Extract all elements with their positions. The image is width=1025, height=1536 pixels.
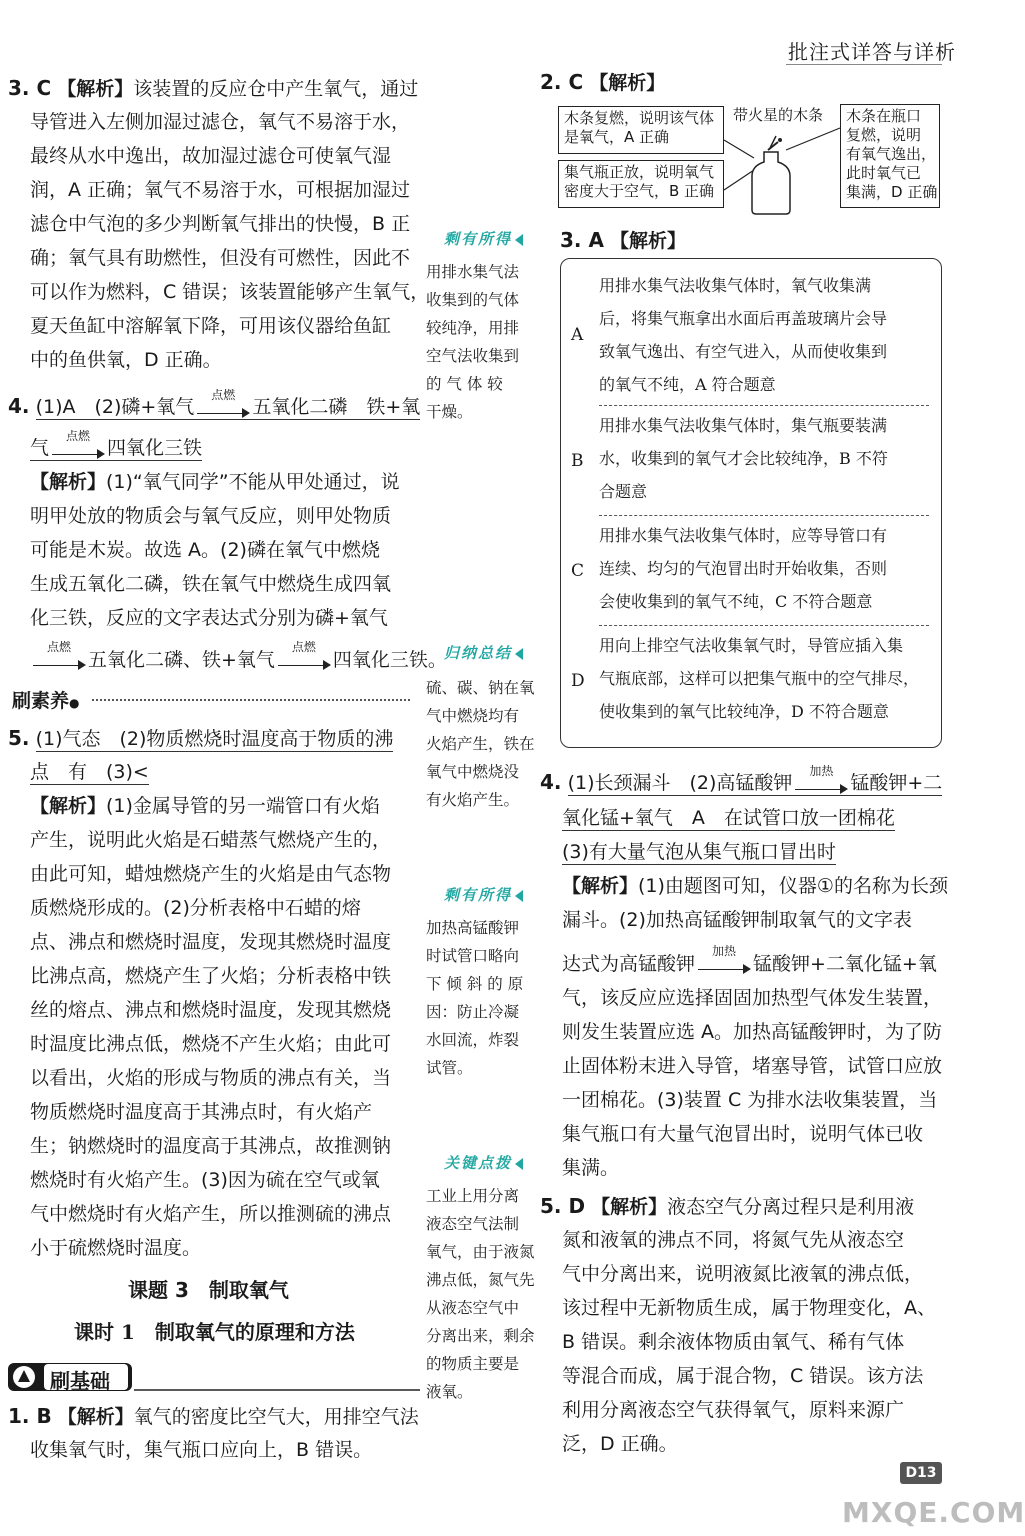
q4-analysis-tag: 【解析】 bbox=[30, 471, 107, 493]
page-number-badge: D13 bbox=[900, 1462, 942, 1484]
q5-line-3: 质燃烧形成的。(2)分析表格中石蜡的熔 bbox=[30, 897, 361, 919]
right-q4-line-8: 集气瓶口有大量气泡冒出时，说明气体已收 bbox=[562, 1123, 924, 1145]
right-q2-analysis-tag: 【解析】 bbox=[589, 72, 666, 94]
right-q2-heading bbox=[540, 70, 665, 95]
q5-line-6: 丝的熔点、沸点和燃烧时温度，发现其燃烧 bbox=[30, 999, 392, 1021]
reaction-arrow-icon: 加热 bbox=[695, 954, 753, 976]
right-q5-number: 5. D bbox=[540, 1194, 586, 1218]
right-q4-number: 4. bbox=[540, 770, 562, 794]
note-3-body: 加热高锰酸钾 时试管口略向 下 倾 斜 的 原 因：防止冷凝 水回流，炸裂 试管。 bbox=[426, 919, 524, 1077]
q5-answer-1: (1)气态 (2)物质燃烧时温度高于物质的沸 bbox=[35, 728, 394, 750]
q3-line-0: 该装置的反应仓中产生氧气，通过 bbox=[133, 78, 419, 100]
q5-analysis-line-0: 【解析】(1)金属导管的另一端管口有火焰 bbox=[30, 795, 380, 817]
right-q5-line-1: 氮和液氧的沸点不同，将氮气先从液态空 bbox=[562, 1229, 905, 1251]
note-4-heading: 关键点拨 bbox=[444, 1152, 523, 1173]
q4-analysis-line-4: 化三铁，反应的文字表达式分别为磷+氧气 bbox=[30, 607, 388, 629]
section-title-practice: 刷素养● bbox=[12, 690, 80, 712]
q4-answer-line-2 bbox=[30, 429, 203, 461]
q4-analysis-line-1: 明甲处放的物质会与氧气反应，则甲处物质 bbox=[30, 505, 392, 527]
q5-analysis-tag: 【解析】 bbox=[30, 795, 107, 817]
right-q3-heading bbox=[560, 228, 686, 253]
q4-analysis-line-0: 【解析】(1)“氧气同学”不能从甲处通过，说 bbox=[30, 471, 400, 493]
lesson-title: 课时 1 制取氧气的原理和方法 bbox=[74, 1320, 355, 1344]
right-q4-line-4: 气，该反应应选择固固加热型气体发生装置， bbox=[562, 987, 943, 1009]
q3-line-5: 确；氧气具有助燃性，但没有可燃性，因此不 bbox=[30, 247, 411, 269]
reaction-arrow-icon bbox=[194, 388, 252, 420]
q4-analysis-line-5: 点燃 五氧化二磷、铁+氧气 点燃 四氧化三铁。 bbox=[30, 648, 447, 672]
q3-line-2: 最终从水中逸出，故加湿过滤仓可使氧气湿 bbox=[30, 145, 392, 167]
q4-number: 4. bbox=[8, 394, 30, 418]
q5-line-11: 燃烧时有火焰产生。(3)因为硫在空气或氧 bbox=[30, 1169, 380, 1191]
q3-analysis-tag: 【解析】 bbox=[57, 78, 134, 100]
right-q3-analysis-tag: 【解析】 bbox=[610, 230, 687, 252]
q4-analysis-line-3: 生成五氧化二磷，铁在氧气中燃烧生成四氧 bbox=[30, 573, 392, 595]
diagram-box-relight: 木条复燃，说明该气体 是氧气，A 正确 bbox=[558, 106, 724, 154]
q5-line-5: 比沸点高，燃烧产生了火焰；分析表格中铁 bbox=[30, 965, 392, 987]
reaction-condition: 点燃 bbox=[211, 388, 236, 402]
q4-answer-2b: 四氧化三铁 bbox=[107, 437, 203, 459]
right-q4-line-5: 则发生装置应选 A。加热高锰酸钾时，为了防 bbox=[562, 1021, 943, 1043]
basic-banner-label: 刷基础 bbox=[50, 1369, 110, 1393]
q4-answer-line-1 bbox=[8, 388, 421, 420]
q5-answer-2: 点 有 (3)< bbox=[30, 761, 149, 783]
options-table: A 用排水集气法收集气体时，氧气收集满 后，将集气瓶拿出水面后再盖玻璃片会导 致氧气逸出、有空气进入，从而使收集到 的氧气不纯，A 符合题意 B 用排水集气法收集气体时，集气瓶要装满 水，收集到的氧气才会比较纯净，B 不符 合题意 C 用排水集气法收集气体时，应等导管口有 连续、均匀的气泡冒出时开始收集，否则 会使收集到的氧气不纯，C 不符合题意 D 用向上排空气法收集氧气时，导管应插入集 气瓶底部，这样可以把集气瓶中的空气排尽， 使收集到的氧气比较纯净，D 不符合题意 bbox=[560, 258, 942, 748]
reaction-arrow-icon bbox=[30, 640, 88, 672]
q3-line-6: 可以作为燃料，C 错误；该装置能够产生氧气， bbox=[30, 281, 430, 303]
q3-line-4: 滤仓中气泡的多少判断氧气排出的快慢，B 正 bbox=[30, 213, 411, 235]
reaction-condition: 点燃 bbox=[291, 640, 316, 654]
q5-line-1: 产生，说明此火焰是石蜡蒸气燃烧产生的， bbox=[30, 829, 392, 851]
q3-line-1: 导管进入左侧加湿过滤仓，氧气不易溶于水， bbox=[30, 111, 411, 133]
q5-answer-line-2 bbox=[30, 760, 149, 784]
right-q4-line-7: 一团棉花。(3)装置 C 为排水法收集装置，当 bbox=[562, 1089, 938, 1111]
right-q5-line-6: 利用分离液态空气获得氧气，原料来源广 bbox=[562, 1399, 905, 1421]
right-q4-answer-line-1: 4. (1)长颈漏斗 (2)高锰酸钾 加热 锰酸钾+二 bbox=[540, 764, 943, 794]
q3-number: 3. C bbox=[8, 76, 52, 100]
right-q5-line-2: 气中分离出来，说明液氮比液氧的沸点低， bbox=[562, 1263, 924, 1285]
watermark: MXQE.COM bbox=[842, 1496, 1025, 1529]
reaction-arrow-icon bbox=[49, 429, 107, 461]
right-q5-line-4: B 错误。剩余液体物质由氧气、稀有气体 bbox=[562, 1331, 905, 1353]
reaction-arrow-icon: 加热 bbox=[792, 774, 850, 796]
q5-number: 5. bbox=[8, 726, 30, 750]
diagram-box-mouth: 木条在瓶口 复燃，说明 有氧气逸出， 此时氧气已 集满，D 正确 bbox=[840, 104, 940, 208]
right-q4-analysis-line-3: 达式为高锰酸钾 加热 锰酸钾+二氧化锰+氧 bbox=[562, 944, 937, 975]
note-4-body: 工业上用分离 液态空气法制 氧气，由于液氮 沸点低，氮气先 从液态空气中 分离出来，剩余 的物质主要是 液氧。 bbox=[426, 1187, 535, 1401]
note-2-heading: 归纳总结 bbox=[444, 642, 523, 663]
q3-first-line bbox=[8, 76, 418, 101]
right-q5-line-5: 等混合而成，属于混合物，C 错误。该方法 bbox=[562, 1365, 924, 1387]
q1-first-line: 1. B 【解析】氧气的密度比空气大，用排空气法 bbox=[8, 1404, 419, 1428]
topic-title: 课题 3 制取氧气 bbox=[128, 1278, 289, 1302]
right-q5-line-7: 泛，D 正确。 bbox=[562, 1433, 678, 1455]
right-q4-line-9: 集满。 bbox=[562, 1157, 620, 1179]
pointer-icon bbox=[515, 1158, 523, 1170]
reaction-condition: 点燃 bbox=[46, 640, 71, 654]
q5-line-4: 点、沸点和燃烧时温度，发现其燃烧时温度 bbox=[30, 931, 392, 953]
reaction-arrow-icon bbox=[275, 640, 333, 672]
reaction-condition: 点燃 bbox=[66, 429, 91, 443]
right-q5-line-3: 该过程中无新物质生成，属于物理变化，A、 bbox=[562, 1297, 936, 1319]
q5-line-9: 物质燃烧时温度高于其沸点时，有火焰产 bbox=[30, 1101, 373, 1123]
note-2-body: 硫、碳、钠在氧 气中燃烧均有 火焰产生，铁在 氧气中燃烧没 有火焰产生。 bbox=[426, 679, 535, 809]
right-q4-analysis-line-1: 【解析】(1)由题图可知，仪器①的名称为长颈 bbox=[562, 875, 948, 897]
q5-answer-line-1 bbox=[8, 726, 393, 751]
q4-answer-1a: (1)A (2)磷+氧气 bbox=[35, 396, 195, 418]
section-dotted-rule bbox=[92, 699, 410, 701]
q1-number: 1. B bbox=[8, 1404, 52, 1428]
q5-line-12: 气中燃烧时有火焰产生，所以推测硫的沸点 bbox=[30, 1203, 392, 1225]
note-1-heading: 剩有所得 bbox=[444, 228, 523, 249]
right-q2-number: 2. C bbox=[540, 70, 584, 94]
note-3-heading: 剩有所得 bbox=[444, 884, 523, 905]
q5-line-8: 以看出，火焰的形成与物质的沸点有关，当 bbox=[30, 1067, 392, 1089]
q3-line-3: 润，A 正确；氧气不易溶于水，可根据加湿过 bbox=[30, 179, 411, 201]
q4-analysis-line-2: 可能是木炭。故选 A。(2)磷在氧气中燃烧 bbox=[30, 539, 380, 561]
q4-answer-2a: 气 bbox=[30, 437, 50, 459]
q5-line-2: 由此可知，蜡烛燃烧产生的火焰是由气态物 bbox=[30, 863, 392, 885]
q3-line-7: 夏天鱼缸中溶解氧下降，可用该仪器给鱼缸 bbox=[30, 315, 392, 337]
right-q4-answer-line-2: 氧化锰+氧气 A 在试管口放一团棉花 bbox=[562, 807, 895, 829]
right-q4-answer-line-3: (3)有大量气泡从集气瓶口冒出时 bbox=[562, 841, 836, 863]
header-rule bbox=[786, 64, 942, 65]
q1-line-1: 收集氧气时，集气瓶口应向上，B 错误。 bbox=[30, 1439, 373, 1461]
pointer-icon bbox=[515, 234, 523, 246]
pointer-icon bbox=[515, 648, 523, 660]
right-q4-analysis-line-2: 漏斗。(2)加热高锰酸钾制取氧气的文字表 bbox=[562, 909, 912, 931]
page-header-title: 批注式详答与详析 bbox=[788, 40, 956, 64]
right-q4-line-6: 止固体粉末进入导管，堵塞导管，试管口应放 bbox=[562, 1055, 943, 1077]
q5-line-7: 时温度比沸点低，燃烧不产生火焰；由此可 bbox=[30, 1033, 392, 1055]
q3-line-8: 中的鱼供氧，D 正确。 bbox=[30, 349, 222, 371]
note-1-body: 用排水集气法 收集到的气体 较纯净，用排 空气法收集到 的 气 体 较 干燥。 bbox=[426, 263, 520, 421]
diagram-label-splint: 带火星的木条 bbox=[733, 106, 824, 124]
basic-banner bbox=[8, 1360, 420, 1394]
right-q5-first-line: 5. D 【解析】液态空气分离过程只是利用液 bbox=[540, 1194, 915, 1218]
q4-answer-1b: 五氧化二磷 铁+氧 bbox=[252, 396, 421, 418]
pointer-icon bbox=[515, 890, 523, 902]
diagram-box-upright: 集气瓶正放，说明氧气 密度大于空气，B 正确 bbox=[558, 160, 724, 208]
right-q3-number: 3. A bbox=[560, 228, 604, 252]
q5-line-13: 小于硫燃烧时温度。 bbox=[30, 1237, 202, 1259]
q5-line-10: 生；钠燃烧时的温度高于其沸点，故推测钠 bbox=[30, 1135, 392, 1157]
gas-bottle-icon bbox=[724, 120, 842, 216]
q1-analysis-tag: 【解析】 bbox=[57, 1406, 134, 1428]
